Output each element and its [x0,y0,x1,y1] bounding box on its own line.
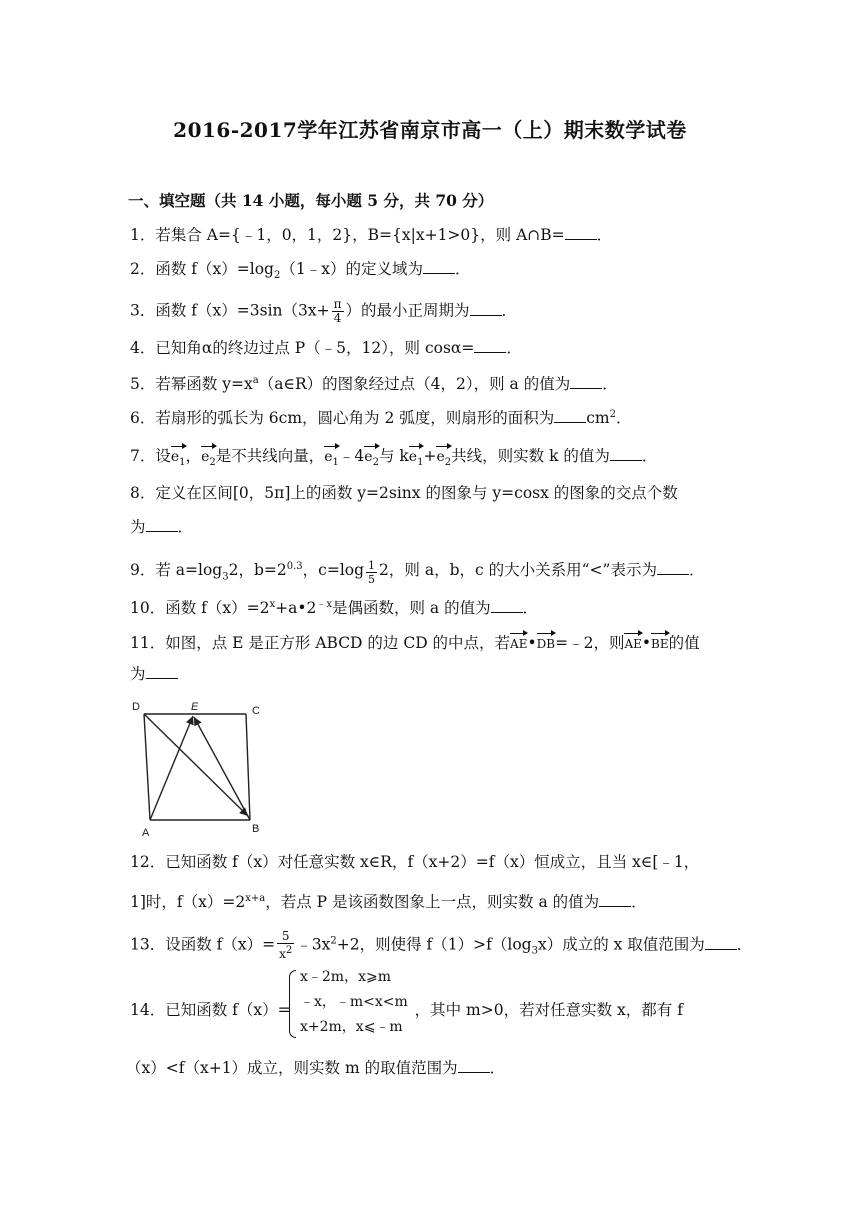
section-heading: 一、填空题（共 14 小题，每小题 5 分，共 70 分） [128,191,494,210]
question-2: 2．函数 $f(x)=\log_2(1﹣x)$的定义域为 ． [130,260,471,282]
question-3: 3．函数 f（x）=3sin（3x+ $\frac{\pi}{4}$ ）的最小正周期为 ． [130,297,518,325]
piecewise-brace [289,970,296,1038]
answer-blank[interactable] [570,374,602,389]
vector-ae: AE [624,630,641,654]
answer-blank[interactable] [491,598,523,613]
vector-e1: $e_1$ [171,443,186,473]
arrow-ae [150,716,193,820]
question-8-cont: 为 ． [130,518,194,536]
question-14: 14．已知函数 f（x）= ，其中 m>0，若对任意实数 x，都有 f [130,1001,683,1019]
label-b: B [252,823,260,835]
question-7: 7．设$e_1$，$e_2$是不共线向量，$e_1﹣4e_2$与 $ke_1+e_2$共线，则实数 k 的值为 ． [130,443,742,473]
label-a: A [142,827,150,838]
arrow-be [194,717,250,820]
question-12-cont: 1]时，$f(x)=2^{x+a}$，若点 P 是该函数图象上一点，则实数 a 的值为 ． [130,893,647,912]
vector-e2: $e_2$ [201,443,216,473]
question-12: 12．已知函数 f（x）对任意实数 x∈R，f（x+2）=f（x）恒成立，且当 x∈[﹣1， [130,853,700,871]
question-1-text: 1．若集合 A={﹣1，0，1，2}，B={x|x+1>0}，则 A∩B= [130,226,565,244]
question-8: 8．定义在区间[0，5π]上的函数 y=2sinx 的图象与 y=cosx 的图象的交点个数 [130,484,678,502]
question-4: 4．已知角α的终边过点 P（﹣5，12），则 cosα= ． [130,339,522,357]
vector-ae: AE [510,630,527,654]
vector-e1: $e_1$ [324,443,339,473]
answer-blank[interactable] [146,517,178,532]
vector-e2: $e_2$ [364,443,379,473]
arrow-db [144,714,248,816]
answer-blank[interactable] [474,338,506,353]
question-11: 11．如图，点 E 是正方形 ABCD 的边 CD 的中点，若AE•DB=﹣2，则AE•BE的值 [130,630,742,654]
question-1: 1．若集合 A={﹣1，0，1，2}，B={x|x+1>0}，则 A∩B= ． [130,226,613,244]
page-title: 2016-2017学年江苏省南京市高一（上）期末数学试卷 [173,118,687,142]
label-d: D [132,701,140,713]
answer-blank[interactable] [146,664,178,679]
vector-db: DB [537,630,555,654]
side-da [144,714,150,820]
vector-be: BE [651,630,669,654]
square-figure [130,698,270,838]
question-10: 10．函数 $f(x)=2^x+a•2^{﹣x}$是偶函数，则 a 的值为 ． [130,599,539,618]
piece-2: ﹣x，﹣m<x<m [300,994,408,1010]
answer-blank[interactable] [610,446,642,461]
label-c: C [252,705,260,717]
question-6: 6．若扇形的弧长为 6cm，圆心角为 2 弧度，则扇形的面积为 $cm^2$． [130,409,632,428]
question-14-cont: （x）<f（x+1）成立，则实数 m 的取值范围为 ． [126,1059,506,1077]
question-13: 13．设函数 f（x）= $\frac{5}{x^2}$ $﹣3x^2+2$，则使得 $f(1)>f(\log_3x)$成立的 x 取值范围为 ． [130,929,753,961]
vector-e2: $e_2$ [436,443,451,473]
answer-blank[interactable] [565,225,597,240]
fraction: $\frac{5}{x^2}$ [279,929,293,961]
piece-1: x﹣2m，x⩾m [300,969,391,985]
answer-blank[interactable] [458,1058,490,1073]
answer-blank[interactable] [599,892,631,907]
answer-blank[interactable] [423,259,455,274]
side-cb [246,714,250,820]
answer-blank[interactable] [657,560,689,575]
piece-3: x+2m，x⩽﹣m [300,1019,403,1035]
label-e: E [191,701,199,713]
fraction: $\frac{\pi}{4}$ [333,297,342,325]
answer-blank[interactable] [705,935,737,950]
answer-blank[interactable] [470,301,502,316]
answer-blank[interactable] [554,408,586,423]
question-11-cont: 为 [130,664,742,684]
fraction: $\frac{1}{5}$ [368,559,376,587]
vector-e1: $e_1$ [409,443,424,473]
question-9: 9．若 $a=\log_32$，$b=2^{0.3}$，c=log $\frac{1}{5}$ 2，则 a，b，c 的大小关系用“<”表示为 ． [130,559,705,587]
question-5: 5．若幂函数 $y=x^a(a\in R)$的图象经过点（4，2），则 a 的值为 ． [130,375,618,394]
